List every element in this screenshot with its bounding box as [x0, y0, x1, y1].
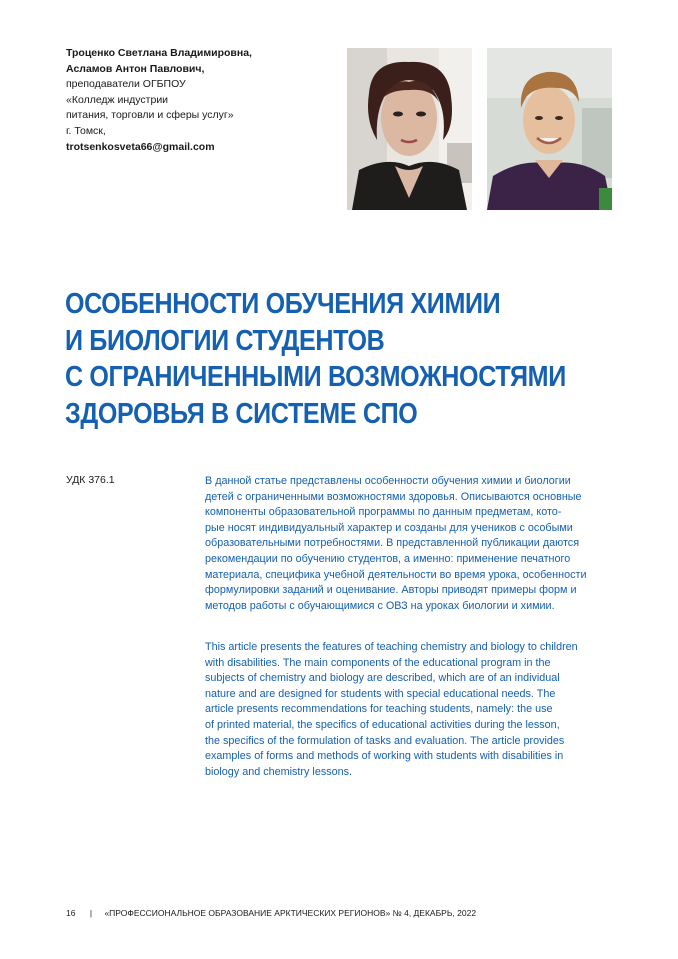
abstract-line: рекомендации по обучению студентов, а именно: применение печатного — [205, 552, 571, 565]
author-organization-line-1: «Колледж индустрии — [66, 93, 169, 106]
page-number: 16 — [66, 908, 76, 918]
abstract-line: материала, специфика учебной деятельности во время урока, особенности — [205, 568, 587, 581]
abstract-line: nature and are designed for students with special educational needs. The — [205, 687, 556, 700]
abstract-line: методов работы с обучающимися с ОВЗ на уроках биологии и химии. — [205, 599, 555, 612]
page-footer — [66, 908, 476, 918]
article-title — [65, 286, 575, 432]
journal-name: «ПРОФЕССИОНАЛЬНОЕ ОБРАЗОВАНИЕ АРКТИЧЕСКИХ РЕГИОНОВ» № 4, ДЕКАБРЬ, 2022 — [104, 908, 477, 918]
abstract-line: образовательными потребностями. В представленной публикации даются — [205, 537, 580, 550]
author-email: trotsenkosveta66@gmail.com — [66, 140, 215, 153]
title-line: И БИОЛОГИИ СТУДЕНТОВ — [65, 324, 385, 357]
title-line: ОСОБЕННОСТИ ОБУЧЕНИЯ ХИМИИ — [65, 288, 501, 320]
author-photo-woman — [347, 48, 472, 210]
abstract-english — [205, 640, 617, 780]
abstract-line: This article presents the features of teaching chemistry and biology to children — [205, 641, 578, 653]
author-position: преподаватели ОГБПОУ — [66, 78, 186, 91]
abstract-line: biology and chemistry lessons. — [205, 765, 353, 778]
abstract-line: the specifics of the formulation of tasks and evaluation. The article provides — [205, 734, 565, 747]
author-info — [66, 46, 336, 155]
author-name-2: Асламов Антон Павлович, — [66, 62, 205, 75]
author-city: г. Томск, — [66, 124, 106, 137]
abstract-line: В данной статье представлены особенности обучения химии и биологии — [205, 475, 571, 487]
title-line: С ОГРАНИЧЕННЫМИ ВОЗМОЖНОСТЯМИ — [65, 361, 566, 393]
udk-code: УДК 376.1 — [66, 474, 115, 486]
title-line: ЗДОРОВЬЯ В СИСТЕМЕ СПО — [65, 397, 418, 430]
abstract-line: examples of forms and methods of working with students with disabilities in — [205, 750, 564, 763]
abstract-russian — [205, 474, 617, 614]
abstract-line: of printed material, the specifics of educational activities during the lesson, — [205, 718, 560, 731]
abstract-line: рые носят индивидуальный характер и созданы для учеников с особыми — [205, 521, 573, 534]
abstract-line: subjects of chemistry and biology are described, which are of an individual — [205, 672, 560, 685]
abstract-line: формулировки заданий и оценивание. Авторы приводят примеры форм и — [205, 584, 577, 597]
abstract-line: with disabilities. The main components of the educational program in the — [205, 656, 551, 669]
abstract-line: article presents recommendations for teaching students, namely: the use — [205, 703, 553, 716]
footer-separator: | — [89, 908, 93, 918]
abstract-line: детей с ограниченными возможностями здоровья. Описываются основные — [205, 490, 582, 503]
abstract-line: компоненты образовательной программы по данным предметам, кото- — [205, 506, 562, 519]
author-organization-line-2: питания, торговли и сферы услуг» — [66, 109, 234, 122]
author-name-1: Троценко Светлана Владимировна, — [66, 47, 252, 59]
author-photo-man — [487, 48, 612, 210]
